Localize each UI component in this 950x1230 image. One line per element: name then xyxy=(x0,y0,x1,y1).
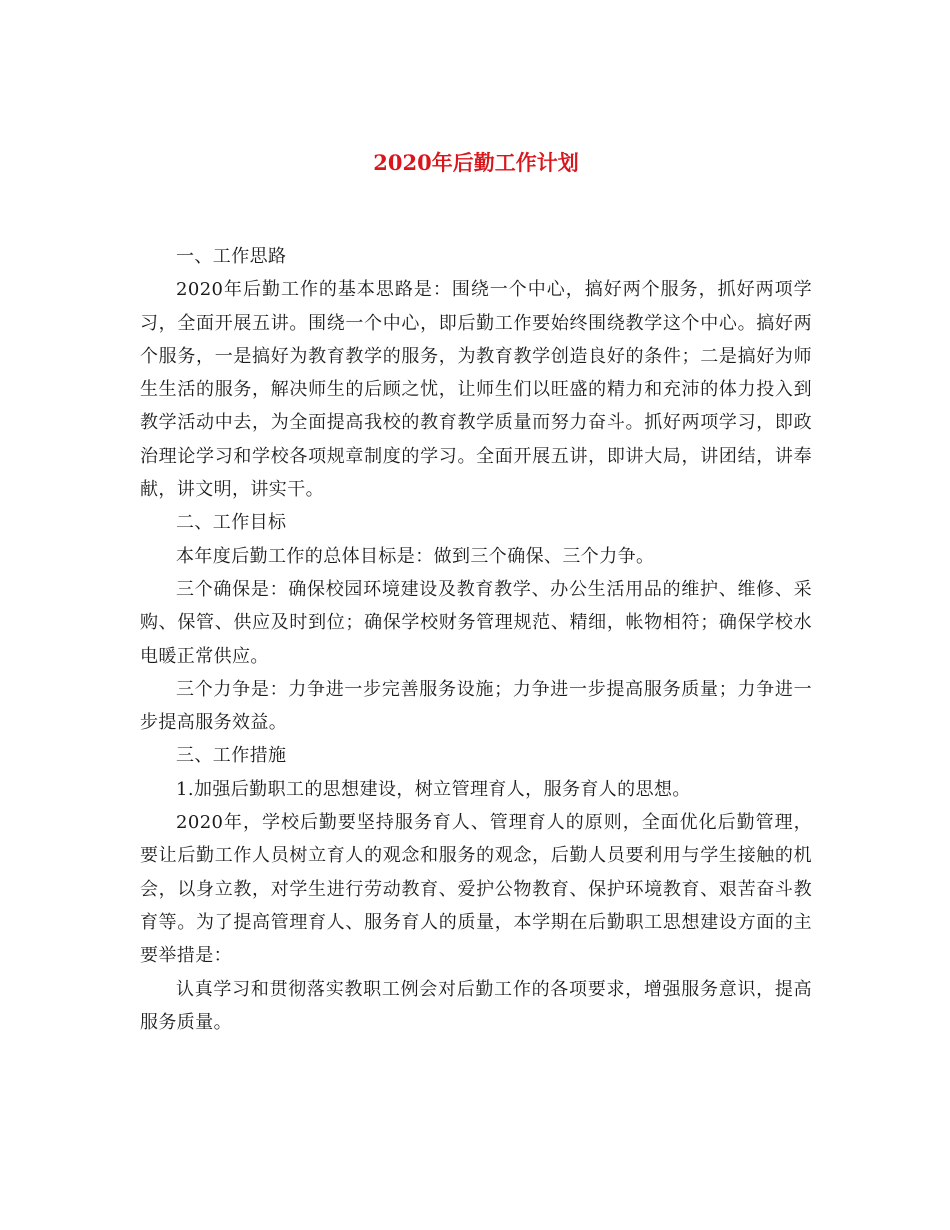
paragraph-work-ideas: 2020年后勤工作的基本思路是：围绕一个中心，搞好两个服务，抓好两项学习，全面开展五讲。围绕一个中心，即后勤工作要始终围绕教学这个中心。搞好两个服务，一是搞好为教育教学的服务，为教育教学创造良好的条件；二是搞好为师生生活的服务，解决师生的后顾之忧，让师生们以旺盛的精力和充沛的体力投入到教学活动中去，为全面提高我校的教育教学质量而努力奋斗。抓好两项学习，即政治理论学习和学校各项规章制度的学习。全面开展五讲，即讲大局，讲团结，讲奉献，讲文明，讲实干。 xyxy=(140,279,812,501)
section-heading-work-measures: 三、工作措施 xyxy=(176,745,287,767)
paragraph-overall-goal: 本年度后勤工作的总体目标是：做到三个确保、三个力争。 xyxy=(176,545,655,567)
paragraph-three-strives: 三个力争是：力争进一步完善服务设施；力争进一步提高服务质量；力争进一步提高服务效益。 xyxy=(140,678,812,734)
paragraph-study-requirements: 认真学习和贯彻落实教职工例会对后勤工作的各项要求，增强服务意识，提高服务质量。 xyxy=(140,978,812,1033)
section-heading-work-ideas: 一、工作思路 xyxy=(176,246,287,267)
document-body xyxy=(140,240,812,1039)
measure-item-1: 1.加强后勤职工的思想建设，树立管理育人，服务育人的思想。 xyxy=(176,778,691,800)
document-title: 2020年后勤工作计划 xyxy=(373,150,579,175)
paragraph-three-ensures: 三个确保是：确保校园环境建设及教育教学、办公生活用品的维护、维修、采购、保管、供应及时到位；确保学校财务管理规范、精细，帐物相符；确保学校水电暖正常供应。 xyxy=(140,578,812,667)
paragraph-measure-detail: 2020年，学校后勤要坚持服务育人、管理育人的原则，全面优化后勤管理，要让后勤工作人员树立育人的观念和服务的观念，后勤人员要利用与学生接触的机会，以身立教，对学生进行劳动教育、爱护公物教育、保护环境教育、艰苦奋斗教育等。为了提高管理育人、服务育人的质量，本学期在后勤职工思想建设方面的主要举措是： xyxy=(140,812,812,967)
section-heading-work-goals: 二、工作目标 xyxy=(176,512,287,534)
